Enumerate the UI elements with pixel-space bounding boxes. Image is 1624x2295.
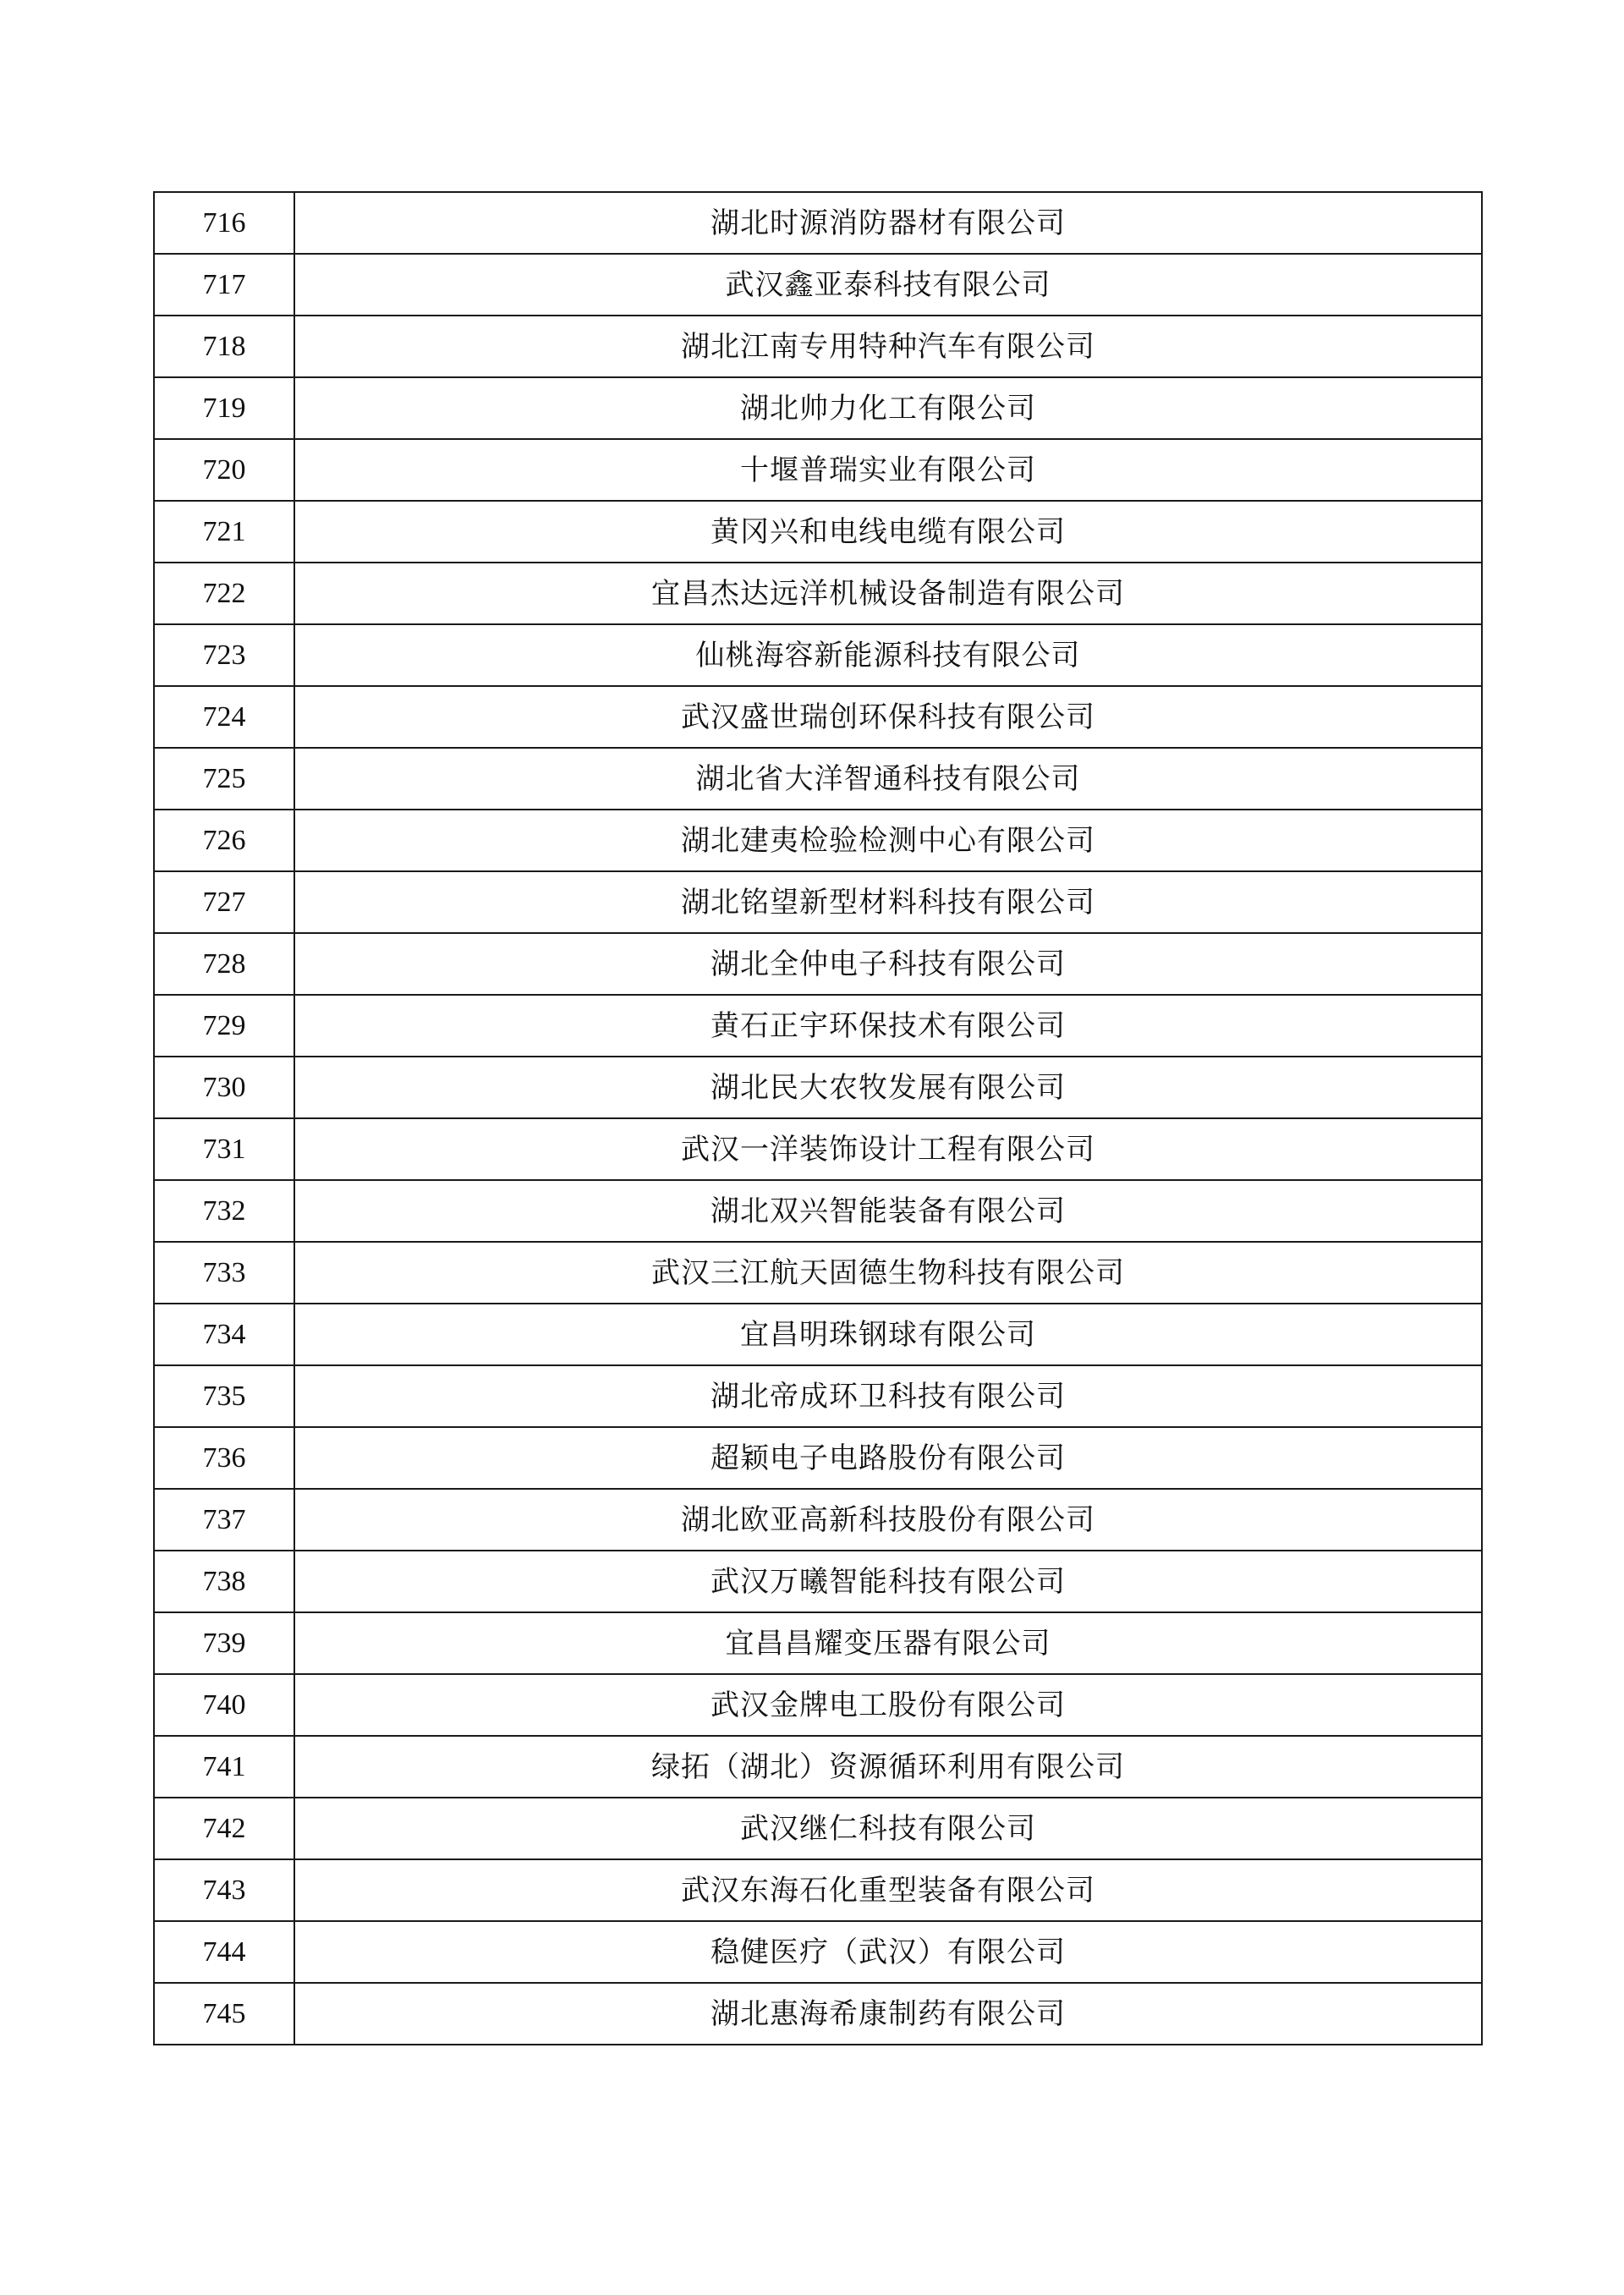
row-number-cell: 733 (154, 1242, 294, 1304)
table-row (154, 933, 1482, 995)
table-row (154, 1489, 1482, 1551)
table-row (154, 1674, 1482, 1736)
row-number-cell: 734 (154, 1304, 294, 1365)
row-number-cell: 729 (154, 995, 294, 1057)
company-name-cell: 绿拓（湖北）资源循环利用有限公司 (294, 1736, 1482, 1798)
company-name-cell: 十堰普瑞实业有限公司 (294, 439, 1482, 501)
table-row (154, 563, 1482, 624)
company-name-cell: 湖北民大农牧发展有限公司 (294, 1057, 1482, 1118)
company-name-cell: 湖北帝成环卫科技有限公司 (294, 1365, 1482, 1427)
table-body (154, 192, 1482, 2045)
table-row (154, 871, 1482, 933)
row-number-cell: 727 (154, 871, 294, 933)
table-row (154, 316, 1482, 377)
company-name-cell: 湖北全仲电子科技有限公司 (294, 933, 1482, 995)
table-row (154, 192, 1482, 254)
table-row (154, 377, 1482, 439)
company-name-cell: 湖北江南专用特种汽车有限公司 (294, 316, 1482, 377)
row-number-cell: 730 (154, 1057, 294, 1118)
company-name-cell: 湖北铭望新型材料科技有限公司 (294, 871, 1482, 933)
row-number-cell: 739 (154, 1612, 294, 1674)
row-number-cell: 728 (154, 933, 294, 995)
row-number-cell: 716 (154, 192, 294, 254)
row-number-cell: 737 (154, 1489, 294, 1551)
row-number-cell: 742 (154, 1798, 294, 1859)
company-name-cell: 超颖电子电路股份有限公司 (294, 1427, 1482, 1489)
company-name-cell: 湖北惠海希康制药有限公司 (294, 1983, 1482, 2045)
table-row (154, 1242, 1482, 1304)
company-name-cell: 黄石正宇环保技术有限公司 (294, 995, 1482, 1057)
row-number-cell: 718 (154, 316, 294, 377)
table-row (154, 1180, 1482, 1242)
company-name-cell: 湖北双兴智能装备有限公司 (294, 1180, 1482, 1242)
row-number-cell: 724 (154, 686, 294, 748)
company-name-cell: 仙桃海容新能源科技有限公司 (294, 624, 1482, 686)
table-row (154, 748, 1482, 810)
row-number-cell: 717 (154, 254, 294, 316)
company-name-cell: 武汉鑫亚泰科技有限公司 (294, 254, 1482, 316)
row-number-cell: 731 (154, 1118, 294, 1180)
row-number-cell: 741 (154, 1736, 294, 1798)
row-number-cell: 740 (154, 1674, 294, 1736)
table-row (154, 624, 1482, 686)
row-number-cell: 722 (154, 563, 294, 624)
company-name-cell: 宜昌杰达远洋机械设备制造有限公司 (294, 563, 1482, 624)
row-number-cell: 723 (154, 624, 294, 686)
row-number-cell: 725 (154, 748, 294, 810)
row-number-cell: 721 (154, 501, 294, 563)
table-row (154, 995, 1482, 1057)
row-number-cell: 743 (154, 1859, 294, 1921)
row-number-cell: 720 (154, 439, 294, 501)
row-number-cell: 735 (154, 1365, 294, 1427)
table-row (154, 810, 1482, 871)
company-name-cell: 湖北欧亚高新科技股份有限公司 (294, 1489, 1482, 1551)
row-number-cell: 736 (154, 1427, 294, 1489)
company-name-cell: 武汉金牌电工股份有限公司 (294, 1674, 1482, 1736)
row-number-cell: 732 (154, 1180, 294, 1242)
company-name-cell: 武汉万曦智能科技有限公司 (294, 1551, 1482, 1612)
table-row (154, 686, 1482, 748)
table-row (154, 1427, 1482, 1489)
table-row (154, 1859, 1482, 1921)
company-name-cell: 宜昌明珠钢球有限公司 (294, 1304, 1482, 1365)
company-name-cell: 宜昌昌耀变压器有限公司 (294, 1612, 1482, 1674)
company-name-cell: 武汉东海石化重型装备有限公司 (294, 1859, 1482, 1921)
table-row (154, 1798, 1482, 1859)
company-name-cell: 武汉一洋装饰设计工程有限公司 (294, 1118, 1482, 1180)
company-name-cell: 稳健医疗（武汉）有限公司 (294, 1921, 1482, 1983)
company-name-cell: 湖北帅力化工有限公司 (294, 377, 1482, 439)
company-list-table (153, 191, 1483, 2045)
table-row (154, 1612, 1482, 1674)
company-name-cell: 武汉继仁科技有限公司 (294, 1798, 1482, 1859)
company-name-cell: 湖北建夷检验检测中心有限公司 (294, 810, 1482, 871)
table-row (154, 1551, 1482, 1612)
row-number-cell: 719 (154, 377, 294, 439)
table-row (154, 1736, 1482, 1798)
company-name-cell: 湖北时源消防器材有限公司 (294, 192, 1482, 254)
row-number-cell: 744 (154, 1921, 294, 1983)
company-name-cell: 湖北省大洋智通科技有限公司 (294, 748, 1482, 810)
table-row (154, 254, 1482, 316)
table-row (154, 1057, 1482, 1118)
row-number-cell: 738 (154, 1551, 294, 1612)
table-row (154, 1304, 1482, 1365)
company-name-cell: 武汉盛世瑞创环保科技有限公司 (294, 686, 1482, 748)
table-row (154, 1118, 1482, 1180)
company-name-cell: 黄冈兴和电线电缆有限公司 (294, 501, 1482, 563)
company-name-cell: 武汉三江航天固德生物科技有限公司 (294, 1242, 1482, 1304)
table-row (154, 501, 1482, 563)
row-number-cell: 726 (154, 810, 294, 871)
table-row (154, 1983, 1482, 2045)
table-row (154, 1365, 1482, 1427)
row-number-cell: 745 (154, 1983, 294, 2045)
table-row (154, 1921, 1482, 1983)
table-row (154, 439, 1482, 501)
